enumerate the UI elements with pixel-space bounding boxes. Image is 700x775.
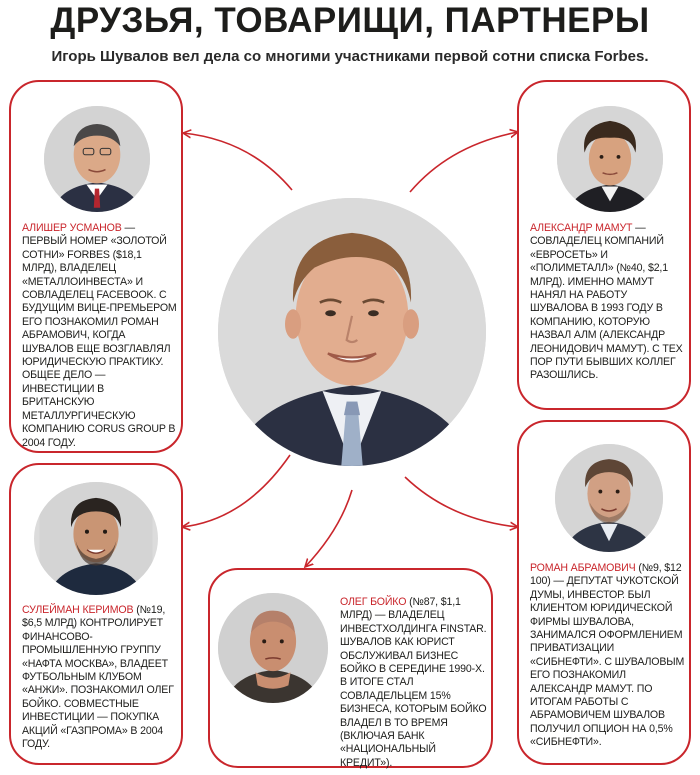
text-abramovich: [530, 562, 685, 750]
text-usmanov: [22, 222, 177, 450]
arrow-to-usmanov: [183, 133, 292, 190]
name-kerimov: СУЛЕЙМАН КЕРИМОВ: [22, 604, 134, 616]
text-boyko: [340, 596, 488, 770]
person-photo-icon: [218, 198, 486, 466]
arrow-to-boyko: [305, 490, 352, 567]
portrait-abramovich: [555, 444, 663, 552]
name-mamut: АЛЕКСАНДР МАМУТ: [530, 222, 633, 234]
page-subtitle: Игорь Шувалов вел дела со многими участниками первой сотни списка Forbes.: [51, 48, 649, 65]
bio-mamut: — СОВЛАДЕЛЕЦ КОМПАНИЙ «ЕВРОСЕТЬ» И «ПОЛИМЕТАЛЛ» (№40, $2,1 МЛРД). ИМЕННО МАМУТ НАНЯЛ НА РАБОТУ ШУВАЛОВА В 1993 ГОДУ В КОМПАНИЮ, КОТОРУЮ НАЗВАЛ АЛМ (АЛЕКСАНДР ЛЕОНИДОВИЧ МАМУТ). С ТЕХ ПОР ПУТИ БЫВШИХ КОЛЛЕГ РАЗОШЛИСЬ.: [530, 222, 683, 382]
portrait-boyko: [218, 593, 328, 703]
name-usmanov: АЛИШЕР УСМАНОВ: [22, 222, 122, 234]
portrait-shuvalov: [218, 198, 486, 466]
portrait-kerimov: [34, 482, 158, 595]
bio-kerimov: (№19, $6,5 МЛРД) КОНТРОЛИРУЕТ ФИНАНСОВО-ПРОМЫШЛЕННУЮ ГРУППУ «НАФТА МОСКВА», ВЛАДЕЕТ ФУТБОЛЬНЫМ КЛУБОМ «АНЖИ». ПОЗНАКОМИЛ ОЛЕГ БОЙКО. СОВМЕСТНЫЕ ИНВЕСТИЦИИ — ПОКУПКА АКЦИЙ «ГАЗПРОМА» В 2004 ГОДУ.: [22, 604, 174, 751]
arrow-to-kerimov: [182, 455, 290, 527]
portrait-usmanov: [44, 106, 150, 212]
bio-usmanov: — ПЕРВЫЙ НОМЕР «ЗОЛОТОЙ СОТНИ» FORBES ($18,1 МЛРД), ВЛАДЕЛЕЦ «МЕТАЛЛОИНВЕСТА» И СОВЛАДЕЛЕЦ FACEBOOK. С БУДУЩИМ ВИЦЕ-ПРЕМЬЕРОМ ЕГО ПОЗНАКОМИЛ РОМАН АБРАМОВИЧ, КОГДА ШУВАЛОВ ЕЩЕ ВОЗГЛАВЛЯЛ ЮРИДИЧЕСКУЮ ПРАКТИКУ. ОБЩЕЕ ДЕЛО — ИНВЕСТИЦИИ В БРИТАНСКУЮ МЕТАЛЛУРГИЧЕСКУЮ КОМПАНИЮ CORUS GROUP В 2004 ГОДУ.: [22, 222, 177, 449]
person-photo-icon: [218, 593, 328, 703]
name-boyko: ОЛЕГ БОЙКО: [340, 596, 407, 608]
text-mamut: [530, 222, 685, 383]
person-photo-icon: [555, 444, 663, 552]
portrait-mamut: [557, 106, 663, 212]
person-photo-icon: [34, 482, 158, 595]
person-photo-icon: [44, 106, 150, 212]
arrow-to-abramovich: [405, 477, 518, 527]
arrow-to-mamut: [410, 132, 518, 192]
bio-abramovich: (№9, $12 100) — ДЕПУТАТ ЧУКОТСКОЙ ДУМЫ, ИНВЕСТОР. БЫЛ КЛИЕНТОМ ЮРИДИЧЕСКОЙ ФИРМЫ ШУВАЛОВА, ЗАНИМАЛСЯ ОФОРМЛЕНИЕМ ПРИВАТИЗАЦИИ «СИБНЕФТИ». С ШУВАЛОВЫМ ЕГО ПОЗНАКОМИЛ АЛЕКСАНДР МАМУТ. ПО ИТОГАМ РАБОТЫ С АБРАМОВИЧЕМ ШУВАЛОВ ПОЛУЧИЛ ОПЦИОН НА 0,5% «СИБНЕФТИ».: [530, 562, 685, 749]
person-photo-icon: [557, 106, 663, 212]
text-kerimov: [22, 604, 177, 751]
name-abramovich: РОМАН АБРАМОВИЧ: [530, 562, 636, 574]
page-title: ДРУЗЬЯ, ТОВАРИЩИ, ПАРТНЕРЫ: [50, 1, 650, 40]
bio-boyko: (№87, $1,1 МЛРД) — ВЛАДЕЛЕЦ ИНВЕСТХОЛДИНГА FINSTAR. ШУВАЛОВ КАК ЮРИСТ ОБСЛУЖИВАЛ БИЗНЕС БОЙКО В СЕРЕДИНЕ 1990-Х. В ИТОГЕ СТАЛ СОВЛАДЕЛЬЦЕМ 15% БИЗНЕСА, КОТОРЫМ БОЙКО ВЛАДЕЛ В ТО ВРЕМЯ (ВКЛЮЧАЯ БАНК «НАЦИОНАЛЬНЫЙ КРЕДИТ»).: [340, 596, 487, 769]
